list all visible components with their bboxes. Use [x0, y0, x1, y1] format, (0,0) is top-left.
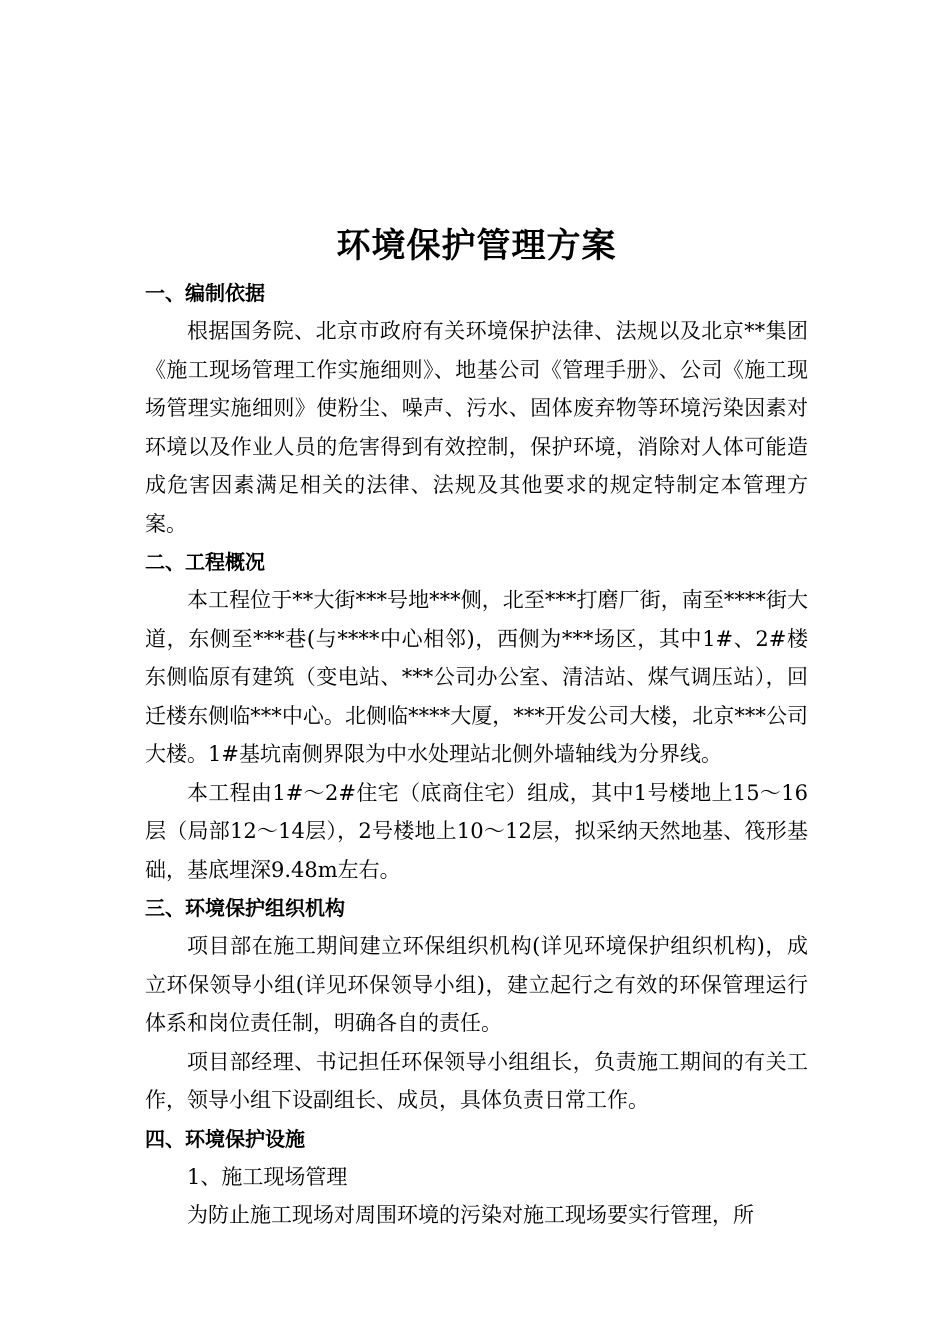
paragraph-overview-composition: 本工程由1#～2#住宅（底商住宅）组成，其中1号楼地上15～16层（局部12～14层），2号楼地上10～12层，拟采纳天然地基、筏形基础，基底埋深9.48m左右。	[145, 780, 808, 882]
section-heading-organization: 三、环境保护组织机构	[145, 896, 345, 920]
paragraph-site-management: 为防止施工现场对周围环境的污染对施工现场要实行管理，所	[187, 1203, 754, 1227]
section-heading-basis: 一、编制依据	[145, 281, 265, 305]
paragraph-organization-leadership: 项目部经理、书记担任环保领导小组组长，负责施工期间的有关工作，领导小组下设副组长、成员，具体负责日常工作。	[145, 1049, 808, 1112]
section-heading-overview: 二、工程概况	[145, 550, 265, 574]
paragraph-organization-structure: 项目部在施工期间建立环保组织机构(详见环境保护组织机构)，成立环保领导小组(详见环保领导小组)，建立起行之有效的环保管理运行体系和岗位责任制，明确各自的责任。	[145, 934, 808, 1035]
paragraph-basis: 根据国务院、北京市政府有关环境保护法律、法规以及北京**集团《施工现场管理工作实施细则》、地基公司《管理手册》、公司《施工现场管理实施细则》使粉尘、噪声、污水、固体废弃物等环境污染因素对环境以及作业人员的危害得到有效控制，保护环境，消除对人体可能造成危害因素满足相关的法律、法规及其他要求的规定特制定本管理方案。	[145, 319, 808, 536]
paragraph-overview-location: 本工程位于**大街***号地***侧，北至***打磨厂街，南至****街大道，东侧至***巷(与****中心相邻)，西侧为***场区，其中1#、2#楼东侧临原有建筑（变电站、***公司办公室、清洁站、煤气调压站），回迁楼东侧临***中心。北侧临****大厦，***开发公司大楼，北京***公司大楼。1#基坑南侧界限为中水处理站北侧外墙轴线为分界线。	[145, 588, 808, 766]
document-title: 环境保护管理方案	[336, 226, 617, 266]
section-heading-facilities: 四、环境保护设施	[145, 1126, 305, 1151]
subheading-site-management: 1、施工现场管理	[187, 1164, 348, 1189]
